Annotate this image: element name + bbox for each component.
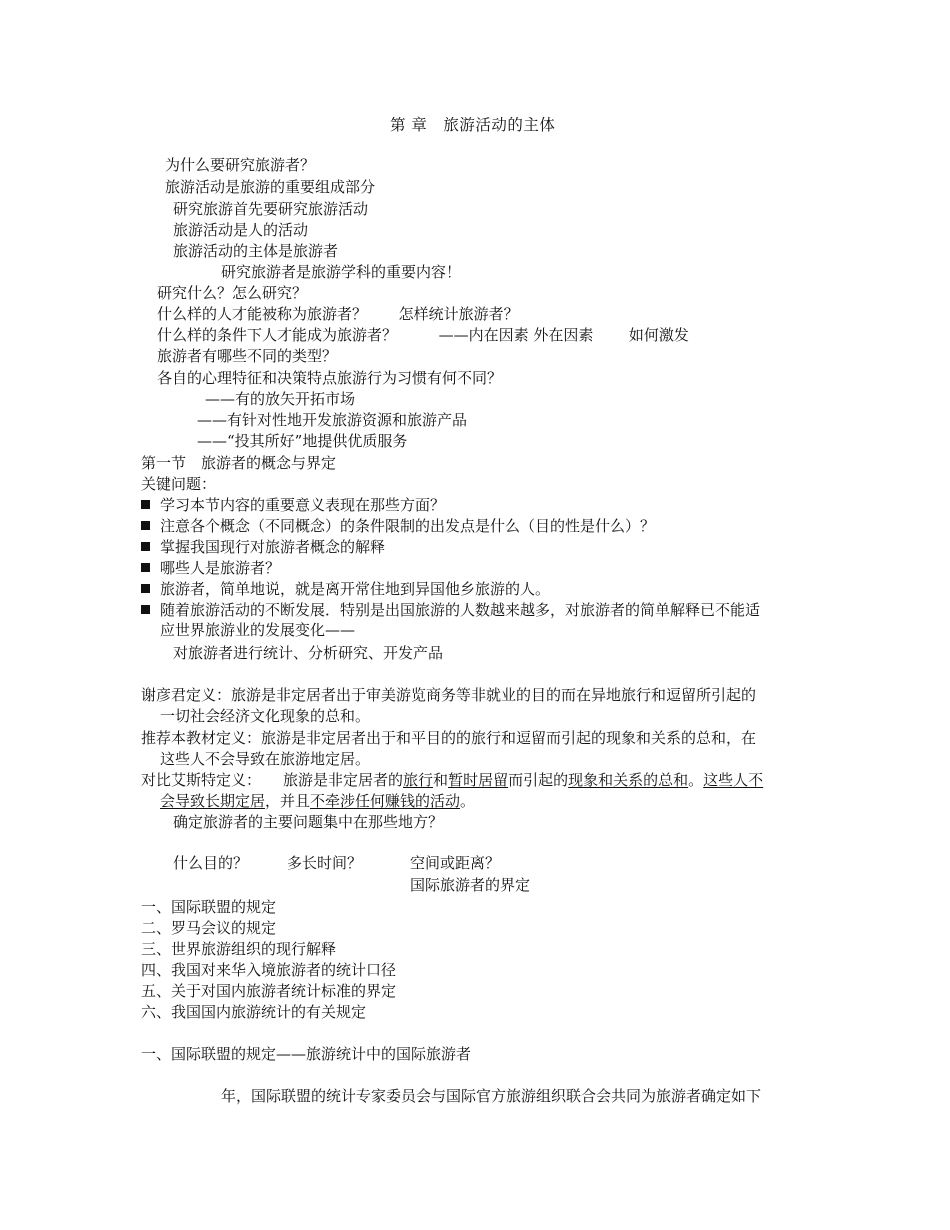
bullet-text: 哪些人是旅游者？ <box>160 559 281 577</box>
bullet-item <box>141 537 811 557</box>
question-part: 如何激发 <box>628 326 689 344</box>
definition-xie <box>141 685 813 727</box>
question-part: 什么样的人才能被称为旅游者？ <box>157 305 368 323</box>
criterion-duration: 多长时间？ <box>287 854 363 872</box>
intro-question: 旅游者有哪些不同的类型？ <box>157 347 338 365</box>
key-questions-label: 关键问题： <box>141 475 217 493</box>
bullet-text: 注意各个概念（不同概念）的条件限制的出发点是什么（目的性是什么）？ <box>160 517 656 535</box>
intro-dash-line: ——有针对性地开发旅游资源和旅游产品 <box>197 411 468 429</box>
intro-line: 旅游活动是人的活动 <box>173 221 309 239</box>
square-bullet-icon <box>141 563 150 572</box>
definition-line <box>141 770 813 791</box>
definition-label: 对比艾斯特定义： <box>141 771 262 789</box>
definition-text: 和 <box>433 771 449 789</box>
bullet-item <box>141 579 811 599</box>
intro-question-why: 为什么要研究旅游者？ <box>165 156 316 174</box>
square-bullet-icon <box>141 605 150 614</box>
intro-question: 研究什么？怎么研究？ <box>157 284 308 302</box>
main-question: 确定旅游者的主要问题集中在那些地方？ <box>173 813 444 831</box>
chapter-title: 第 章 旅游活动的主体 <box>390 116 556 134</box>
bullet-item <box>141 558 811 578</box>
toc-item: 六、我国国内旅游统计的有关规定 <box>141 1003 367 1021</box>
intro-dash-line: ——“投其所好”地提供优质服务 <box>197 432 408 450</box>
underlined-term: 现象和关系的总和 <box>568 771 689 789</box>
toc-item: 五、关于对国内旅游者统计标准的界定 <box>141 982 397 1000</box>
toc-item: 四、我国对来华入境旅游者的统计口径 <box>141 961 397 979</box>
definition-line: 谢彦君定义：旅游是非定居者出于审美游览商务等非就业的目的而在异地旅行和逗留所引起的 <box>141 686 757 704</box>
intro-question <box>157 304 519 324</box>
definition-line: 推荐本教材定义：旅游是非定居者出于和平目的的旅行和逗留而引起的现象和关系的总和，在 <box>141 729 757 747</box>
bullet-followup: 对旅游者进行统计、分析研究、开发产品 <box>173 644 444 662</box>
intro-question <box>157 325 689 345</box>
underlined-term: 旅行 <box>403 771 434 789</box>
square-bullet-icon <box>141 542 150 551</box>
underlined-term: 暂时居留 <box>448 771 509 789</box>
question-part: 什么样的条件下人才能成为旅游者？ <box>157 326 398 344</box>
section-heading: 第一节 旅游者的概念与界定 <box>141 454 337 472</box>
toc-item: 二、罗马会议的规定 <box>141 919 277 937</box>
question-part: ——内在因素 外在因素 <box>438 326 594 344</box>
definition-line: 一切社会经济文化现象的总和。 <box>160 707 371 725</box>
intro-line: 研究旅游首先要研究旅游活动 <box>173 200 369 218</box>
intro-dash-line: ——有的放矢开拓市场 <box>205 390 356 408</box>
bullet-text: 学习本节内容的重要意义表现在那些方面？ <box>160 496 446 514</box>
definition-text: 。 <box>688 771 704 789</box>
bullet-text: 掌握我国现行对旅游者概念的解释 <box>160 538 386 556</box>
definition-text: 而引起的 <box>508 771 569 789</box>
bullet-item <box>141 600 811 640</box>
criterion-distance: 空间或距离？ <box>410 854 501 872</box>
square-bullet-icon <box>141 521 150 530</box>
intro-line: 研究旅游者是旅游学科的重要内容！ <box>221 263 462 281</box>
definition-text: ，并且 <box>265 792 311 810</box>
definition-aisi <box>141 770 813 812</box>
toc-item: 一、国际联盟的规定 <box>141 898 277 916</box>
square-bullet-icon <box>141 500 150 509</box>
intro-question: 各自的心理特征和决策特点旅游行为习惯有何不同？ <box>157 369 503 387</box>
definition-line <box>141 791 813 812</box>
bullet-item <box>141 516 811 536</box>
bullet-text: 随着旅游活动的不断发展．特别是出国旅游的人数越来越多，对旅游者的简单解释已不能适 <box>160 601 761 619</box>
underlined-term: 这些人不 <box>703 771 764 789</box>
bullet-text: 旅游者，简单地说，就是离开常住地到异国他乡旅游的人。 <box>160 580 551 598</box>
underlined-term: 不牵涉任何赚钱的活动 <box>310 792 461 810</box>
definition-line: 这些人不会导致在旅游地定居。 <box>160 750 371 768</box>
definition-text: 。 <box>460 792 476 810</box>
definition-text: 旅游是非定居者的 <box>283 771 404 789</box>
intro-line: 旅游活动的主体是旅游者 <box>173 242 339 260</box>
paragraph-text: 年，国际联盟的统计专家委员会与国际官方旅游组织联合会共同为旅游者确定如下 <box>221 1087 762 1105</box>
criterion-purpose: 什么目的？ <box>173 854 249 872</box>
definition-recommended <box>141 728 813 770</box>
subsection-title: 国际旅游者的界定 <box>410 876 531 894</box>
bullet-item <box>141 495 811 515</box>
square-bullet-icon <box>141 584 150 593</box>
part-heading: 一、国际联盟的规定——旅游统计中的国际旅游者 <box>141 1045 472 1063</box>
toc-item: 三、世界旅游组织的现行解释 <box>141 940 337 958</box>
question-part: 怎样统计旅游者？ <box>398 305 519 323</box>
intro-line: 旅游活动是旅游的重要组成部分 <box>165 178 376 196</box>
underlined-term: 会导致长期定居 <box>160 792 266 810</box>
bullet-continuation: 应世界旅游业的发展变化—— <box>160 621 356 639</box>
